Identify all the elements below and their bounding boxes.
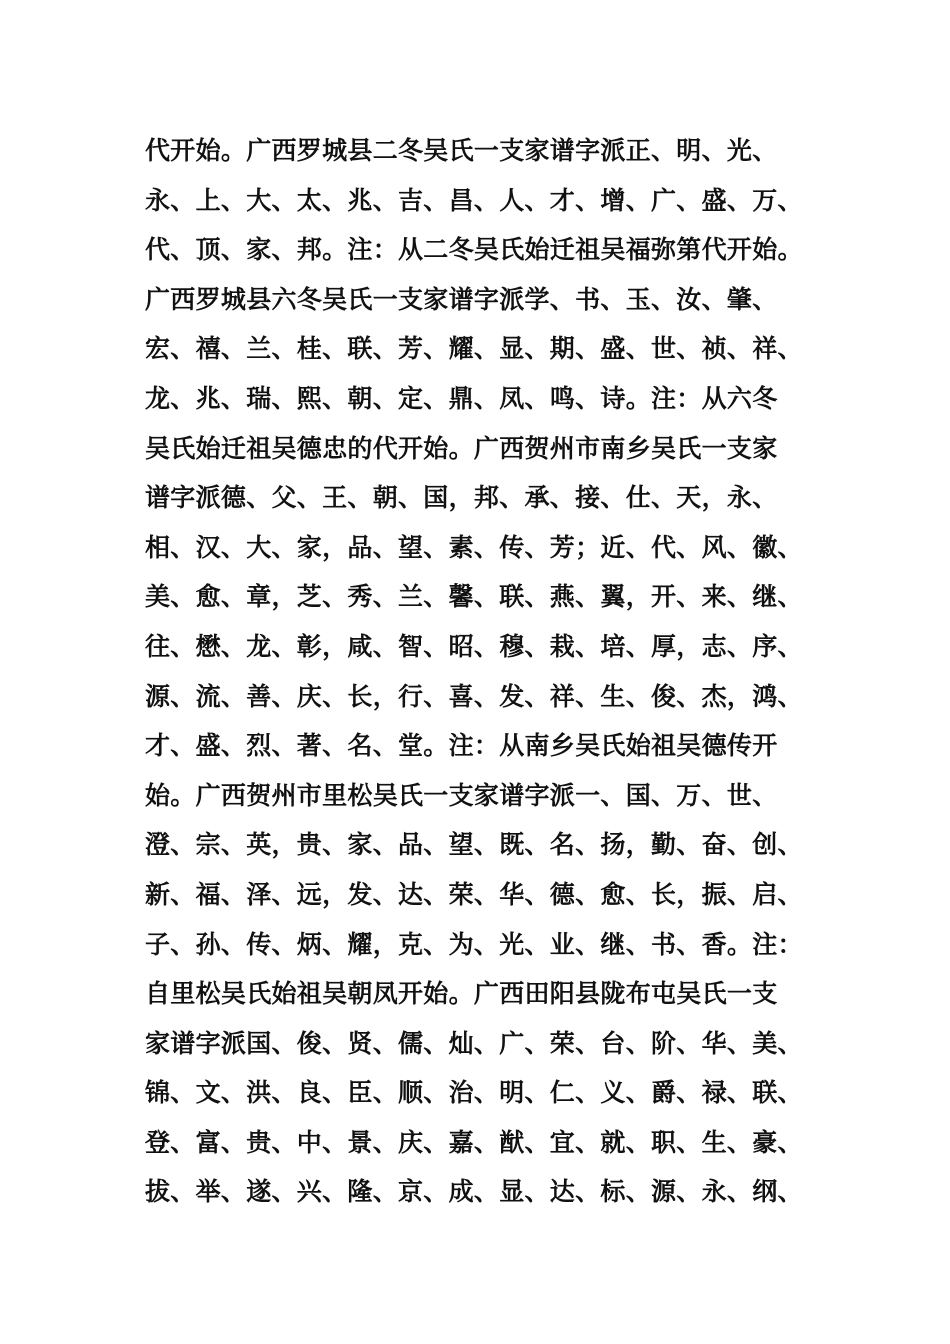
- text-line: 自里松吴氏始祖吴朝凤开始。广西田阳县陇布屯吴氏一支: [145, 979, 778, 1009]
- text-line: 代开始。广西罗城县二冬吴氏一支家谱字派正、明、光、: [145, 136, 778, 165]
- text-line: 相、汉、大、家，品、望、素、传、芳；近、代、风、徽、: [145, 532, 803, 562]
- text-line: 宏、禧、兰、桂、联、芳、耀、显、期、盛、世、祯、祥、: [145, 334, 803, 364]
- text-line: 锦、文、洪、良、臣、顺、治、明、仁、义、爵、禄、联、: [145, 1078, 803, 1108]
- text-line: 澄、宗、英，贵、家、品、望、既、名、扬，勤、奋、创、: [145, 830, 803, 860]
- text-line: 源、流、善、庆、长，行、喜、发、祥、生、俊、杰，鸿、: [145, 681, 803, 711]
- text-line: 龙、兆、瑞、熙、朝、定、鼎、凤、鸣、诗。注：从六冬: [145, 383, 778, 413]
- text-line: 家谱字派国、俊、贤、儒、灿、广、荣、台、阶、华、美、: [145, 1028, 803, 1058]
- text-line: 子、孙、传、炳、耀，克、为、光、业、继、书、香。注：: [145, 929, 803, 959]
- text-line: 美、愈、章，芝、秀、兰、馨、联、燕、翼，开、来、继、: [145, 582, 803, 612]
- text-line: 广西罗城县六冬吴氏一支家谱字派学、书、玉、汝、肇、: [145, 284, 778, 314]
- text-line: 才、盛、烈、著、名、堂。注：从南乡吴氏始祖吴德传开: [145, 731, 778, 761]
- text-line: 代、顶、家、邦。注：从二冬吴氏始迁祖吴福弥第代开始。: [145, 235, 803, 265]
- text-line: 拔、举、遂、兴、隆、京、成、显、达、标、源、永、纲、: [145, 1177, 803, 1207]
- text-line: 吴氏始迁祖吴德忠的代开始。广西贺州市南乡吴氏一支家: [145, 433, 778, 463]
- text-line: 永、上、大、太、兆、吉、昌、人、才、增、广、盛、万、: [145, 185, 803, 215]
- text-line: 谱字派德、父、王、朝、国，邦、承、接、仕、天，永、: [145, 483, 778, 513]
- text-line: 登、富、贵、中、景、庆、嘉、猷、宜、就、职、生、豪、: [145, 1127, 803, 1157]
- body-text: [145, 126, 805, 1217]
- text-line: 往、懋、龙、彰，咸、智、昭、穆、栽、培、厚，志、序、: [145, 631, 803, 661]
- text-line: 新、福、泽、远，发、达、荣、华、德、愈、长，振、启、: [145, 879, 803, 909]
- text-line: 始。广西贺州市里松吴氏一支家谱字派一、国、万、世、: [145, 780, 778, 810]
